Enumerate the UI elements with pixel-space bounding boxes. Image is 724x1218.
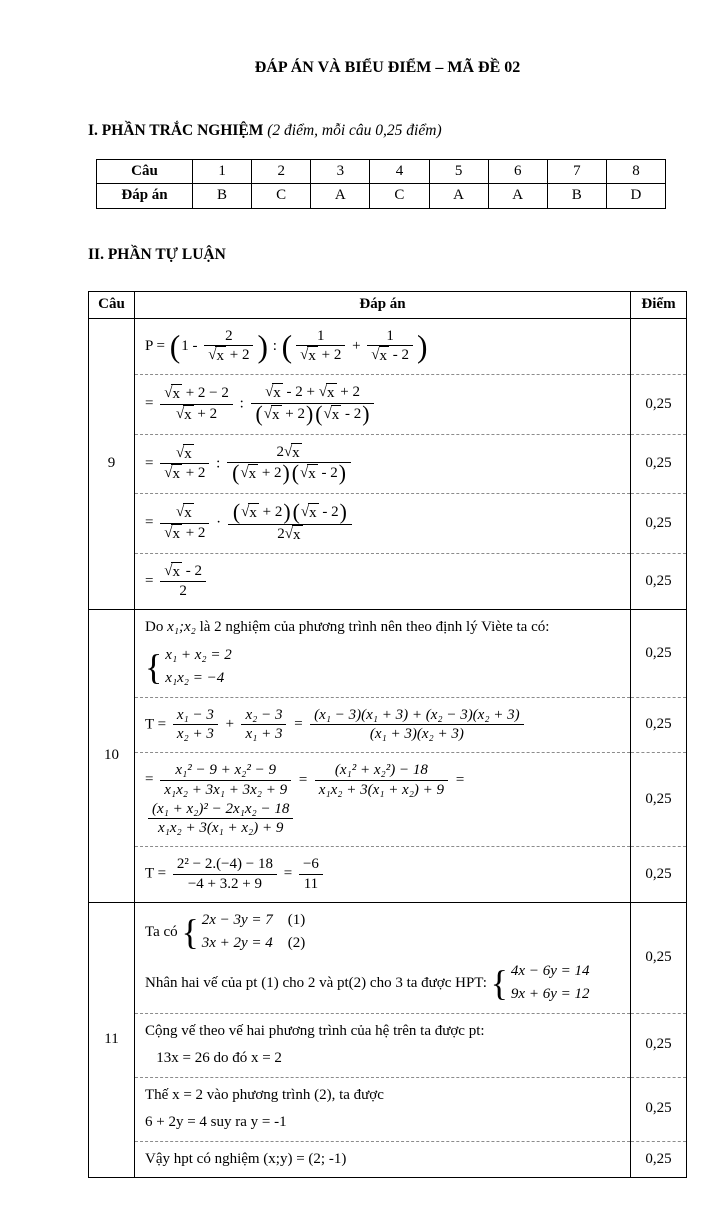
score-cell: 0,25 <box>631 847 687 903</box>
score-cell: 0,25 <box>631 375 687 435</box>
mc-answer-label: Đáp án <box>97 184 193 209</box>
math-line: T = $\frac{\text{2² − 2.(−4) − 18}}{-4 + 3.2 + 9}$ = $\frac{-6}{11}$ <box>145 855 620 894</box>
math-line: T = $\frac{\text{x₁ − 3}}{\text{x₂ + 3}}$ + $\frac{\text{x₂ − 3}}{\text{x₁ + 3}}$ = $\frac{\text{(x₁ − 3)(x₁ + 3) + (x₂ − 3)(x₂ + 3)}}{\text{(x₁ + 3)(x₂ + 3)}}$ <box>145 706 620 745</box>
mc-question-number: 7 <box>547 159 606 184</box>
essay-row <box>89 1077 687 1141</box>
section2-heading <box>88 245 687 265</box>
answer-cell <box>135 847 631 903</box>
essay-row <box>89 434 687 494</box>
section1-note: (2 điểm, mỗi câu 0,25 điểm) <box>267 121 442 139</box>
question-number: 11 <box>89 902 135 1178</box>
essay-row <box>89 610 687 698</box>
score-cell: 0,25 <box>631 1013 687 1077</box>
score-cell: 0,25 <box>631 553 687 610</box>
score-cell: 0,25 <box>631 902 687 1013</box>
answer-cell <box>135 494 631 554</box>
answer-cell <box>135 318 631 375</box>
answer-cell <box>135 1077 631 1141</box>
mc-answer-value: B <box>547 184 606 209</box>
mc-question-number: 5 <box>429 159 488 184</box>
mc-question-number: 2 <box>252 159 311 184</box>
mc-question-number: 4 <box>370 159 429 184</box>
essay-row <box>89 494 687 554</box>
section1-title: I. PHẦN TRẮC NGHIỆM <box>88 121 264 139</box>
math-line: Vậy hpt có nghiệm (x;y) = (2; -1) <box>145 1150 347 1167</box>
header-diem: Điểm <box>631 292 687 319</box>
math-line: Cộng vế theo vế hai phương trình của hệ trên ta được pt: <box>145 1022 485 1039</box>
mc-answer-value: A <box>311 184 370 209</box>
answer-cell <box>135 697 631 753</box>
math-line: Do x₁;x₂ là 2 nghiệm của phương trình nên theo định lý Viète ta có: <box>145 619 550 636</box>
answer-cell <box>135 434 631 494</box>
essay-row <box>89 1141 687 1178</box>
document-title: ĐÁP ÁN VÀ BIỂU ĐIỂM – MÃ ĐỀ 02 <box>254 59 521 76</box>
question-number: 9 <box>89 318 135 610</box>
multiple-choice-table <box>96 159 666 209</box>
mc-question-label: Câu <box>97 159 193 184</box>
math-line: 6 + 2y = 4 suy ra y = -1 <box>145 1114 287 1131</box>
score-cell: 0,25 <box>631 434 687 494</box>
essay-row <box>89 318 687 375</box>
essay-table-header <box>89 292 687 319</box>
math-line: { x₁ + x₂ = 2 x₁x₂ = −4 <box>145 646 232 687</box>
score-cell: 0,25 <box>631 610 687 698</box>
score-cell: 0,25 <box>631 697 687 753</box>
header-dap-an: Đáp án <box>135 292 631 319</box>
score-cell: 0,25 <box>631 494 687 554</box>
math-line: P = ( 1 - 2 √ x + 2 ) : ( 1 √ x + 2 + 1 √ x - 2 ) <box>145 327 428 365</box>
mc-question-number: 3 <box>311 159 370 184</box>
mc-answer-value: A <box>488 184 547 209</box>
essay-row <box>89 902 687 1013</box>
mc-answer-value: C <box>370 184 429 209</box>
mc-question-number: 6 <box>488 159 547 184</box>
essay-row <box>89 375 687 435</box>
essay-row <box>89 847 687 903</box>
math-line: Thế x = 2 vào phương trình (2), ta được <box>145 1086 384 1103</box>
math-line: = $\frac{\text{x₁² − 9 + x₂² − 9}}{\text{x₁x₂ + 3x₁ + 3x₂ + 9}}$ = $\frac{\text{(x₁² + x₂²) − 18}}{\text{x₁x₂ + 3(x₁ + x₂) + 9}}$ = $\frac{\text{(x₁ + x₂)² − 2x₁x₂ − 18}}{\text{x₁x₂ + 3(x₁ + x₂) + 9}}$ <box>145 762 465 837</box>
mc-question-number: 8 <box>606 159 665 184</box>
answer-cell <box>135 1013 631 1077</box>
mc-row <box>97 159 666 184</box>
header-cau: Câu <box>89 292 135 319</box>
answer-cell <box>135 1141 631 1178</box>
mc-row <box>97 184 666 209</box>
multiple-choice-body <box>97 159 666 208</box>
section2-title: II. PHẦN TỰ LUẬN <box>88 245 226 263</box>
math-line: 13x = 26 do đó x = 2 <box>145 1050 282 1067</box>
question-number: 10 <box>89 610 135 903</box>
answer-cell <box>135 375 631 435</box>
mc-answer-value: B <box>193 184 252 209</box>
score-cell: 0,25 <box>631 1141 687 1178</box>
mc-answer-value: D <box>606 184 665 209</box>
math-line: = √ x + 2 − 2 √ x + 2 : √ x - 2 + √ x + 2 ( √ x + 2 ) ( √ x - 2 ) <box>145 383 620 426</box>
essay-row <box>89 1013 687 1077</box>
mc-question-number: 1 <box>193 159 252 184</box>
answer-cell <box>135 610 631 698</box>
answer-cell <box>135 753 631 847</box>
essay-header-row <box>89 292 687 319</box>
section1-heading <box>88 121 687 141</box>
essay-row <box>89 753 687 847</box>
essay-table <box>88 291 687 1178</box>
essay-table-body <box>89 318 687 1178</box>
math-line: Nhân hai vế của pt (1) cho 2 và pt(2) cho 3 ta được HPT: { 4x − 6y = 14 9x + 6y = 12 <box>145 962 590 1003</box>
math-line: = √ x - 2 2 <box>145 562 620 602</box>
math-line: = √ x √ x + 2 · ( √ x + 2 ) ( √ x - 2 ) 2 √ x <box>145 502 620 545</box>
score-cell: 0,25 <box>631 1077 687 1141</box>
mc-answer-value: A <box>429 184 488 209</box>
answer-cell <box>135 553 631 610</box>
math-line: Ta có { 2x − 3y = 7 (1) 3x + 2y = 4 (2) <box>145 911 306 952</box>
mc-answer-value: C <box>252 184 311 209</box>
math-line: = √ x √ x + 2 : 2 √ x ( √ x + 2 ) ( √ x - 2 ) <box>145 443 620 486</box>
essay-row <box>89 553 687 610</box>
score-cell <box>631 318 687 375</box>
score-cell: 0,25 <box>631 753 687 847</box>
essay-row <box>89 697 687 753</box>
answer-cell <box>135 902 631 1013</box>
